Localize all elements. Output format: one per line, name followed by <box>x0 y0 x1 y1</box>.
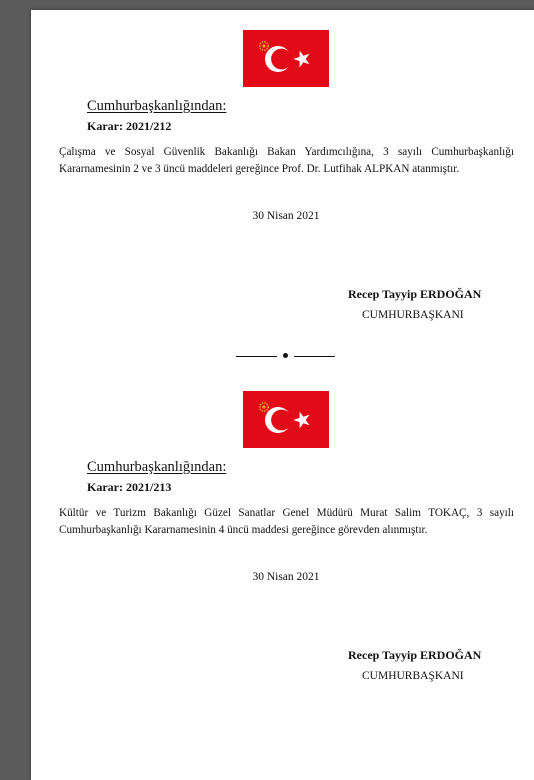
section-divider <box>236 350 336 362</box>
divider-dot <box>283 353 288 358</box>
decision-text: Kültür ve Turizm Bakanlığı Güzel Sanatlar Genel Müdürü Murat Salim TOKAÇ, 3 sayılı Cumhurbaşkanlığı Kararnamesinin 4 üncü maddesi gereğince görevden alınmıştır. <box>59 507 514 536</box>
signer-name: Recep Tayyip ERDOĞAN <box>348 287 482 301</box>
signer-name: Recep Tayyip ERDOĞAN <box>348 648 482 662</box>
divider-line-right <box>294 356 335 357</box>
signer-title: CUMHURBAŞKANI <box>362 309 464 321</box>
turkish-flag-icon <box>243 30 329 87</box>
signer-title: CUMHURBAŞKANI <box>362 670 464 682</box>
document-page <box>31 10 534 780</box>
decision-date: 30 Nisan 2021 <box>252 571 320 583</box>
turkish-flag-icon <box>243 391 329 448</box>
section-header: Cumhurbaşkanlığından: <box>87 459 227 475</box>
decision-text: Çalışma ve Sosyal Güvenlik Bakanlığı Bakan Yardımcılığına, 3 sayılı Cumhurbaşkanlığı Kararnamesinin 2 ve 3 üncü maddeleri gereğince Prof. Dr. Lutfihak ALPKAN atanmıştır. <box>59 146 514 175</box>
section-header: Cumhurbaşkanlığından: <box>87 98 227 114</box>
decision-number: Karar: 2021/213 <box>87 480 172 494</box>
divider-line-left <box>236 356 277 357</box>
decision-date: 30 Nisan 2021 <box>252 210 320 222</box>
decision-number: Karar: 2021/212 <box>87 119 172 133</box>
